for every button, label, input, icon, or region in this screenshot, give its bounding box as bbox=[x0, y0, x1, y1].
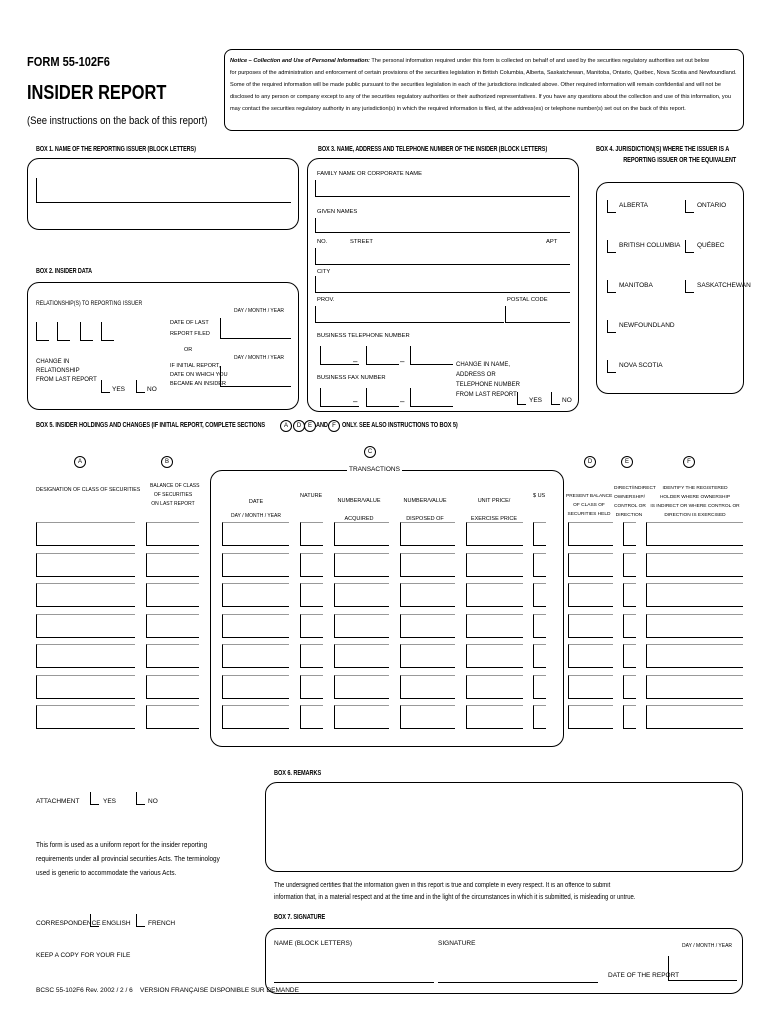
registered-holder-cell[interactable] bbox=[646, 522, 743, 546]
english-checkbox[interactable] bbox=[90, 914, 99, 927]
unit-price-cell[interactable] bbox=[466, 553, 523, 577]
notice-label: Notice – Collection and Use of Personal Information: bbox=[230, 58, 370, 64]
change-relationship-yes-checkbox[interactable] bbox=[101, 380, 110, 393]
date-cell[interactable] bbox=[222, 644, 289, 668]
city-label: CITY bbox=[317, 269, 331, 275]
business-fax-label: BUSINESS FAX NUMBER bbox=[317, 375, 386, 381]
disposed-cell[interactable] bbox=[400, 644, 455, 668]
phone-prefix-field[interactable] bbox=[366, 346, 399, 365]
unit-price-cell[interactable] bbox=[466, 614, 523, 638]
change-contact-yes-checkbox[interactable] bbox=[517, 392, 526, 405]
column-f-marker: F bbox=[683, 456, 695, 468]
balance-cell[interactable] bbox=[146, 675, 199, 699]
ownership-cell[interactable] bbox=[623, 644, 636, 668]
designation-cell[interactable] bbox=[36, 705, 135, 729]
keep-copy-note: KEEP A COPY FOR YOUR FILE bbox=[36, 952, 131, 959]
manitoba-checkbox[interactable] bbox=[607, 280, 616, 293]
registered-holder-cell[interactable] bbox=[646, 644, 743, 668]
british-columbia-checkbox[interactable] bbox=[607, 240, 616, 253]
nature-cell[interactable] bbox=[300, 705, 323, 729]
column-e-marker: E bbox=[621, 456, 633, 468]
acquired-cell[interactable] bbox=[334, 583, 389, 607]
postal-code-label: POSTAL CODE bbox=[507, 297, 548, 303]
given-names-field[interactable] bbox=[315, 218, 570, 233]
date-format-label: DAY / MONTH / YEAR bbox=[234, 308, 285, 314]
col-direct-header: DIRECT/INDIRECT OWNERSHIP/ CONTROL OR DIRECTION bbox=[614, 486, 656, 518]
change-relationship-label: CHANGE IN RELATIONSHIP FROM LAST REPORT bbox=[36, 359, 97, 383]
currency-cell[interactable] bbox=[533, 644, 546, 668]
present-balance-cell[interactable] bbox=[568, 644, 613, 668]
col-currency-header: $ US bbox=[533, 493, 546, 499]
designation-cell[interactable] bbox=[36, 675, 135, 699]
ownership-cell[interactable] bbox=[623, 614, 636, 638]
acquired-cell[interactable] bbox=[334, 675, 389, 699]
address-number-label: NO. bbox=[317, 239, 328, 245]
relationship-box-1[interactable] bbox=[36, 322, 49, 341]
relationship-label: RELATIONSHIP(S) TO REPORTING ISSUER bbox=[36, 300, 143, 307]
french-checkbox[interactable] bbox=[136, 914, 145, 927]
privacy-notice: Notice – Collection and Use of Personal Information: The personal information required under this form is collected on behalf of and used by the securities regulatory authorities set out below for purposes of the administration and enforcement of certain provisions of the securities legislation in British Columbia, Alberta, Saskatchewan, Manitoba, Ontario, Québec, Nova Scotia and Newfoundland. Some of the required information will be made public pursuant to the securities legislation in each of the jurisdictions indicated above. Other required information will remain confidential and will not be disclosed to any person or company except to any of the securities regulatory authorities or their authorized representatives. If you have any questions about the collection and use of this information, you may contact the securities regulatory authority in any jurisdiction(s) in which the required information is filed, at the address(es) or telephone number(s) set out on the back of this report. bbox=[230, 58, 737, 112]
change-relationship-no-checkbox[interactable] bbox=[136, 380, 145, 393]
disposed-cell[interactable] bbox=[400, 614, 455, 638]
column-a-marker: A bbox=[74, 456, 86, 468]
transactions-label: TRANSACTIONS bbox=[349, 466, 400, 473]
apt-label: APT bbox=[546, 239, 558, 245]
balance-cell[interactable] bbox=[146, 522, 199, 546]
street-address-field[interactable] bbox=[315, 248, 570, 265]
signatory-name-field[interactable] bbox=[274, 952, 434, 983]
balance-cell[interactable] bbox=[146, 583, 199, 607]
balance-cell[interactable] bbox=[146, 553, 199, 577]
present-balance-cell[interactable] bbox=[568, 522, 613, 546]
ownership-cell[interactable] bbox=[623, 705, 636, 729]
present-balance-cell[interactable] bbox=[568, 553, 613, 577]
box2-title: BOX 2. INSIDER DATA bbox=[36, 268, 92, 275]
column-d-marker: D bbox=[584, 456, 596, 468]
col-acquired-header: NUMBER/VALUE ACQUIRED bbox=[337, 498, 381, 522]
nature-cell[interactable] bbox=[300, 644, 323, 668]
change-contact-label: CHANGE IN NAME, ADDRESS OR TELEPHONE NUMBER FROM LAST REPORT bbox=[456, 362, 521, 398]
currency-cell[interactable] bbox=[533, 583, 546, 607]
date-cell[interactable] bbox=[222, 522, 289, 546]
saskatchewan-checkbox[interactable] bbox=[685, 280, 694, 293]
ownership-cell[interactable] bbox=[623, 553, 636, 577]
attachment-no-checkbox[interactable] bbox=[136, 792, 145, 805]
uniform-report-note: This form is used as a uniform report for the insider reporting requirements under all provincial securities Acts. The terminology used is generic to accommodate the various Acts. bbox=[36, 840, 220, 877]
acquired-cell[interactable] bbox=[334, 644, 389, 668]
signature-label: SIGNATURE bbox=[438, 940, 476, 947]
attachment-yes-checkbox[interactable] bbox=[90, 792, 99, 805]
unit-price-cell[interactable] bbox=[466, 675, 523, 699]
present-balance-cell[interactable] bbox=[568, 614, 613, 638]
designation-cell[interactable] bbox=[36, 522, 135, 546]
currency-cell[interactable] bbox=[533, 522, 546, 546]
balance-cell[interactable] bbox=[146, 614, 199, 638]
name-block-letters-label: NAME (BLOCK LETTERS) bbox=[274, 940, 353, 947]
given-names-label: GIVEN NAMES bbox=[317, 209, 358, 215]
province-field[interactable] bbox=[315, 306, 504, 323]
section-d-marker: D bbox=[293, 420, 305, 432]
box7-title: BOX 7. SIGNATURE bbox=[274, 914, 326, 921]
unit-price-cell[interactable] bbox=[466, 644, 523, 668]
registered-holder-cell[interactable] bbox=[646, 614, 743, 638]
phone-line-field[interactable] bbox=[410, 346, 453, 365]
family-name-field[interactable] bbox=[315, 180, 570, 197]
col-present-balance-header: PRESENT BALANCE OF CLASS OF SECURITIES HELD bbox=[566, 494, 613, 517]
nova-scotia-checkbox[interactable] bbox=[607, 360, 616, 373]
col-nature-header: NATURE bbox=[300, 493, 323, 499]
remarks-field[interactable] bbox=[265, 782, 743, 872]
fax-prefix-field[interactable] bbox=[366, 388, 399, 407]
alberta-checkbox[interactable] bbox=[607, 200, 616, 213]
business-phone-label: BUSINESS TELEPHONE NUMBER bbox=[317, 333, 410, 339]
registered-holder-cell[interactable] bbox=[646, 675, 743, 699]
date-format-label-3: DAY / MONTH / YEAR bbox=[682, 943, 733, 949]
col-identify-header: IDENTIFY THE REGISTERED HOLDER WHERE OWNERSHIP IS INDIRECT OR WHERE CONTROL OR DIRECTION IS EXERCISED bbox=[650, 486, 740, 518]
ownership-cell[interactable] bbox=[623, 675, 636, 699]
relationship-box-3[interactable] bbox=[80, 322, 93, 341]
box6-title: BOX 6. REMARKS bbox=[274, 770, 322, 777]
designation-cell[interactable] bbox=[36, 644, 135, 668]
box3-title: BOX 3. NAME, ADDRESS AND TELEPHONE NUMBER OF THE INSIDER (BLOCK LETTERS) bbox=[318, 146, 548, 153]
or-label: OR bbox=[184, 347, 193, 353]
box1-title: BOX 1. NAME OF THE REPORTING ISSUER (BLOCK LETTERS) bbox=[36, 146, 196, 153]
disposed-cell[interactable] bbox=[400, 705, 455, 729]
nature-cell[interactable] bbox=[300, 614, 323, 638]
col-balance-header: BALANCE OF CLASS OF SECURITIES ON LAST REPORT bbox=[150, 483, 200, 507]
date-of-report-label: DATE OF THE REPORT bbox=[608, 972, 680, 979]
acquired-cell[interactable] bbox=[334, 614, 389, 638]
change-contact-no-checkbox[interactable] bbox=[551, 392, 560, 405]
present-balance-cell[interactable] bbox=[568, 705, 613, 729]
date-of-report-field[interactable] bbox=[668, 956, 737, 981]
disposed-cell[interactable] bbox=[400, 583, 455, 607]
disposed-cell[interactable] bbox=[400, 553, 455, 577]
city-field[interactable] bbox=[315, 276, 570, 293]
currency-cell[interactable] bbox=[533, 705, 546, 729]
nature-cell[interactable] bbox=[300, 522, 323, 546]
currency-cell[interactable] bbox=[533, 614, 546, 638]
issuer-name-field[interactable] bbox=[36, 178, 291, 203]
ownership-cell[interactable] bbox=[623, 522, 636, 546]
column-c-marker: C bbox=[364, 446, 376, 458]
section-a-marker: A bbox=[280, 420, 292, 432]
date-last-report-label: DATE OF LAST REPORT FILED bbox=[170, 320, 210, 337]
col-designation-header: DESIGNATION OF CLASS OF SECURITIES bbox=[36, 487, 141, 493]
date-format-label-2: DAY / MONTH / YEAR bbox=[234, 355, 285, 361]
col-disposed-header: NUMBER/VALUE DISPOSED OF bbox=[403, 498, 447, 522]
acquired-cell[interactable] bbox=[334, 705, 389, 729]
correspondence-label: CORRESPONDENCE bbox=[36, 920, 101, 927]
box5-title: BOX 5. INSIDER HOLDINGS AND CHANGES (IF INITIAL REPORT, COMPLETE SECTIONS bbox=[36, 422, 266, 429]
no-label: NO bbox=[147, 386, 157, 393]
fax-line-field[interactable] bbox=[410, 388, 453, 407]
column-b-marker: B bbox=[161, 456, 173, 468]
form-number: FORM 55-102F6 bbox=[27, 54, 110, 69]
disposed-cell[interactable] bbox=[400, 522, 455, 546]
date-cell[interactable] bbox=[222, 553, 289, 577]
currency-cell[interactable] bbox=[533, 553, 546, 577]
nature-cell[interactable] bbox=[300, 675, 323, 699]
acquired-cell[interactable] bbox=[334, 522, 389, 546]
certification-text: The undersigned certifies that the information given in this report is true and complete in every respect. It is an offence to submit information that, in a material respect and at the time and in the light of the circumstances in which it is submitted, is misleading or untrue. bbox=[274, 882, 636, 901]
relationship-box-2[interactable] bbox=[57, 322, 70, 341]
unit-price-cell[interactable] bbox=[466, 583, 523, 607]
col-date-header: DATE DAY / MONTH / YEAR bbox=[230, 499, 281, 519]
section-f-marker: F bbox=[328, 420, 340, 432]
attachment-label: ATTACHMENT bbox=[36, 798, 80, 805]
page-title: INSIDER REPORT bbox=[27, 82, 167, 104]
designation-cell[interactable] bbox=[36, 553, 135, 577]
unit-price-cell[interactable] bbox=[466, 522, 523, 546]
province-label: PROV. bbox=[317, 297, 335, 303]
postal-code-field[interactable] bbox=[505, 306, 570, 323]
acquired-cell[interactable] bbox=[334, 553, 389, 577]
date-cell[interactable] bbox=[222, 614, 289, 638]
col-unit-price-header: UNIT PRICE/ EXERCISE PRICE bbox=[470, 498, 518, 522]
newfoundland-checkbox[interactable] bbox=[607, 320, 616, 333]
relationship-box-4[interactable] bbox=[101, 322, 114, 341]
ontario-checkbox[interactable] bbox=[685, 200, 694, 213]
initial-report-label: IF INITIAL REPORT, DATE ON WHICH YOU BECAME AN INSIDER bbox=[170, 363, 228, 387]
french-version-note: VERSION FRANÇAISE DISPONIBLE SUR DEMANDE bbox=[140, 987, 299, 994]
insider-since-date-field[interactable] bbox=[220, 366, 291, 387]
designation-cell[interactable] bbox=[36, 614, 135, 638]
family-name-label: FAMILY NAME OR CORPORATE NAME bbox=[317, 171, 423, 177]
date-cell[interactable] bbox=[222, 705, 289, 729]
yes-label: YES bbox=[112, 386, 126, 393]
section-e-marker: E bbox=[304, 420, 316, 432]
page-subtitle: (See instructions on the back of this report) bbox=[27, 115, 208, 127]
unit-price-cell[interactable] bbox=[466, 705, 523, 729]
registered-holder-cell[interactable] bbox=[646, 553, 743, 577]
present-balance-cell[interactable] bbox=[568, 583, 613, 607]
nature-cell[interactable] bbox=[300, 583, 323, 607]
signature-field[interactable] bbox=[438, 952, 598, 983]
registered-holder-cell[interactable] bbox=[646, 583, 743, 607]
quebec-checkbox[interactable] bbox=[685, 240, 694, 253]
date-cell[interactable] bbox=[222, 675, 289, 699]
balance-cell[interactable] bbox=[146, 705, 199, 729]
nature-cell[interactable] bbox=[300, 553, 323, 577]
date-cell[interactable] bbox=[222, 583, 289, 607]
registered-holder-cell[interactable] bbox=[646, 705, 743, 729]
balance-cell[interactable] bbox=[146, 644, 199, 668]
currency-cell[interactable] bbox=[533, 675, 546, 699]
ownership-cell[interactable] bbox=[623, 583, 636, 607]
designation-cell[interactable] bbox=[36, 583, 135, 607]
street-label: STREET bbox=[350, 239, 373, 245]
form-revision-code: BCSC 55-102F6 Rev. 2002 / 2 / 6 bbox=[36, 987, 133, 994]
disposed-cell[interactable] bbox=[400, 675, 455, 699]
present-balance-cell[interactable] bbox=[568, 675, 613, 699]
box4-title: BOX 4. JURISDICTION(S) WHERE THE ISSUER IS A REPORTING ISSUER OR THE EQUIVALENT bbox=[596, 146, 737, 164]
date-last-report-field[interactable] bbox=[220, 318, 291, 339]
